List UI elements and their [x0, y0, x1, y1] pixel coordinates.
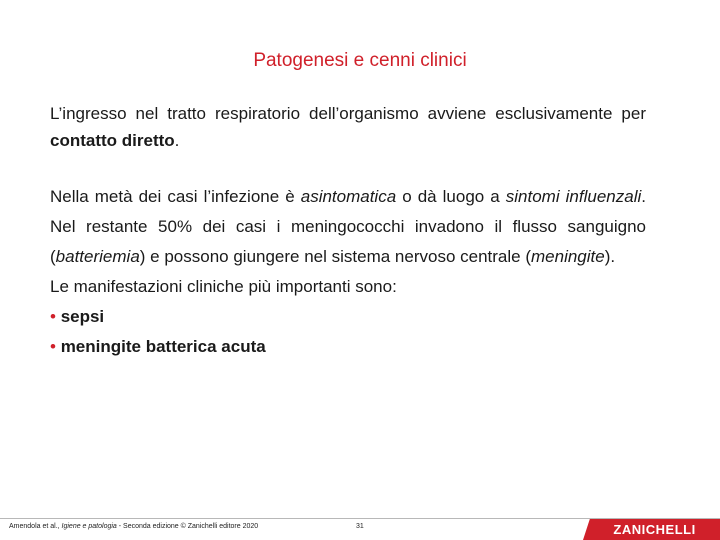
text-span: ) e possono giungere nel sistema nervoso centrale ( [139, 247, 531, 266]
text-span: . Nel restante 50% dei casi i meningococchi invadono il flusso sanguigno ( [50, 187, 646, 266]
manifestations-intro: Le manifestazioni cliniche più importanti sono: [50, 277, 397, 296]
text-span: L’ingresso nel tratto respiratorio dell’organismo avviene esclusivamente per [50, 104, 646, 123]
paragraph-entry-route [50, 100, 646, 154]
paragraph-clinical [50, 182, 646, 362]
list-item-label: meningite batterica acuta [60, 337, 266, 356]
slide-title: Patogenesi e cenni clinici [253, 50, 467, 71]
bullet-icon: • [50, 337, 56, 356]
italic-term: batteriemia [55, 247, 140, 266]
list-item [50, 332, 646, 362]
text-span: . [174, 131, 180, 150]
citation-book: Igiene e patologia [61, 523, 117, 530]
citation-edition: - Seconda edizione © Zanichelli editore 2020 [116, 523, 259, 530]
text-span: o dà luogo a [396, 187, 506, 206]
citation-author: Amendola et al., [9, 523, 62, 530]
page-number: 31 [356, 523, 364, 530]
list-item [50, 302, 646, 332]
bullet-icon: • [50, 307, 56, 326]
manifestations-list [50, 302, 646, 362]
footer-citation [9, 523, 258, 530]
italic-term: asintomatica [300, 187, 397, 206]
text-span: Nella metà dei casi l’infezione è [50, 187, 301, 206]
text-span: ). [604, 247, 616, 266]
list-item-label: sepsi [60, 307, 105, 326]
clinical-text [50, 182, 646, 272]
logo-text: ZANICHELLI [613, 522, 697, 537]
italic-term: sintomi influenzali [505, 187, 642, 206]
bold-term: contatto diretto [50, 131, 175, 150]
italic-term: meningite [531, 247, 605, 266]
zanichelli-logo [583, 519, 720, 540]
